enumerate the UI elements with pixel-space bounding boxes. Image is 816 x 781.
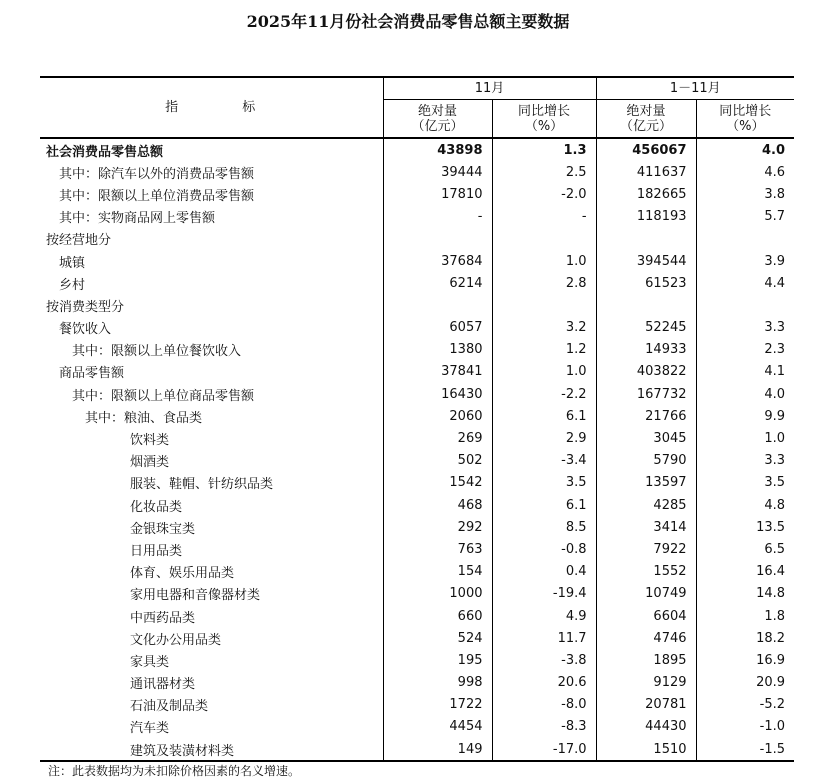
row-label: 烟酒类 [130,455,170,471]
table-row [40,183,794,205]
growth-header-nov: 同比增长 （%） [492,100,596,139]
value-ytd: 394544 [596,250,696,272]
table-row [40,627,794,649]
growth-ytd: -1.5 [696,738,794,761]
table-row [40,583,794,605]
growth-ytd: 18.2 [696,627,794,649]
row-label: 按消费类型分 [46,299,125,315]
value-nov: 660 [383,605,492,627]
growth-ytd: 3.3 [696,317,794,339]
value-ytd: 411637 [596,161,696,183]
growth-nov: 1.0 [492,361,596,383]
value-nov: 468 [383,494,492,516]
value-nov: 37841 [383,361,492,383]
growth-ytd: 3.8 [696,183,794,205]
table-row [40,383,794,405]
growth-ytd: 4.8 [696,494,794,516]
value-nov: 269 [383,427,492,449]
growth-ytd: 16.4 [696,561,794,583]
growth-nov: - [492,206,596,228]
value-nov: 43898 [383,138,492,161]
growth-nov: 3.5 [492,472,596,494]
value-nov: 1722 [383,694,492,716]
growth-nov: -2.2 [492,383,596,405]
growth-ytd: 3.9 [696,250,794,272]
value-nov: 16430 [383,383,492,405]
value-nov: 4454 [383,716,492,738]
growth-ytd: 13.5 [696,516,794,538]
value-ytd: 6604 [596,605,696,627]
value-nov: 37684 [383,250,492,272]
absolute-header-nov: 绝对量 （亿元） [383,100,492,139]
growth-ytd: 4.0 [696,138,794,161]
row-label: 其中：实物商品网上零售额 [59,211,216,227]
table-row [40,694,794,716]
growth-ytd: -5.2 [696,694,794,716]
row-label: 金银珠宝类 [130,521,196,537]
growth-ytd: 1.0 [696,427,794,449]
value-ytd: 167732 [596,383,696,405]
value-ytd: 20781 [596,694,696,716]
growth-ytd: 4.6 [696,161,794,183]
growth-nov: -2.0 [492,183,596,205]
growth-header-ytd: 同比增长 （%） [696,100,794,139]
table-row [40,716,794,738]
value-nov: 763 [383,538,492,560]
table-row [40,516,794,538]
growth-ytd [696,294,794,316]
row-label: 通讯器材类 [130,677,196,693]
value-nov: 1000 [383,583,492,605]
table-row [40,494,794,516]
table-row [40,538,794,560]
row-label: 城镇 [59,255,86,271]
period-november-header: 11月 [383,77,596,100]
growth-ytd: 4.0 [696,383,794,405]
value-ytd: 21766 [596,405,696,427]
growth-ytd: 4.4 [696,272,794,294]
table-row [40,339,794,361]
growth-nov: 1.3 [492,138,596,161]
growth-ytd: 5.7 [696,206,794,228]
value-ytd: 403822 [596,361,696,383]
retail-sales-table [40,76,794,762]
value-nov: 998 [383,672,492,694]
growth-nov: 2.9 [492,427,596,449]
page-title: 2025年11月份社会消费品零售总额主要数据 [246,12,570,31]
row-label: 文化办公用品类 [130,632,222,648]
absolute-header-ytd: 绝对量 （亿元） [596,100,696,139]
table-row [40,161,794,183]
value-nov [383,228,492,250]
value-ytd: 61523 [596,272,696,294]
table-row [40,450,794,472]
value-nov [383,294,492,316]
growth-nov: 8.5 [492,516,596,538]
growth-nov: 2.5 [492,161,596,183]
row-label: 其中：除汽车以外的消费品零售额 [59,166,255,182]
value-ytd: 5790 [596,450,696,472]
growth-nov: 6.1 [492,405,596,427]
value-nov: 502 [383,450,492,472]
table-row [40,561,794,583]
row-label: 家用电器和音像器材类 [130,588,261,604]
value-ytd: 3045 [596,427,696,449]
growth-nov: -19.4 [492,583,596,605]
table-row [40,672,794,694]
table-row [40,405,794,427]
period-jan-nov-header: 1－11月 [596,77,794,100]
value-ytd: 3414 [596,516,696,538]
table-row [40,738,794,761]
growth-ytd: -1.0 [696,716,794,738]
value-ytd [596,228,696,250]
row-label: 日用品类 [130,543,183,559]
value-nov: 524 [383,627,492,649]
table-row [40,605,794,627]
value-ytd: 13597 [596,472,696,494]
value-ytd: 1510 [596,738,696,761]
value-ytd: 118193 [596,206,696,228]
row-label: 按经营地分 [46,233,112,249]
row-label: 中西药品类 [130,610,196,626]
growth-nov: 1.0 [492,250,596,272]
row-label: 建筑及装潢材料类 [40,738,383,761]
growth-nov: -8.3 [492,716,596,738]
value-ytd: 4746 [596,627,696,649]
value-ytd: 52245 [596,317,696,339]
growth-nov: 11.7 [492,627,596,649]
footnote: 注：此表数据均为未扣除价格因素的名义增速。 [48,764,301,778]
value-ytd: 7922 [596,538,696,560]
growth-ytd: 9.9 [696,405,794,427]
table-row [40,250,794,272]
value-nov: 149 [383,738,492,761]
value-nov: 17810 [383,183,492,205]
indicator-header: 指 标 [40,77,383,138]
row-label: 石油及制品类 [130,699,209,715]
growth-nov [492,294,596,316]
growth-nov: -17.0 [492,738,596,761]
table-row [40,272,794,294]
value-ytd: 1552 [596,561,696,583]
growth-nov: -0.8 [492,538,596,560]
value-ytd: 44430 [596,716,696,738]
value-nov: - [383,206,492,228]
value-nov: 6214 [383,272,492,294]
value-ytd [596,294,696,316]
table-row [40,427,794,449]
row-label: 乡村 [59,277,86,293]
growth-ytd: 4.1 [696,361,794,383]
row-label: 其中：粮油、食品类 [85,410,203,426]
value-nov: 195 [383,649,492,671]
table-row [40,361,794,383]
value-ytd: 10749 [596,583,696,605]
value-ytd: 1895 [596,649,696,671]
value-nov: 154 [383,561,492,583]
table-row [40,294,794,316]
growth-nov: 20.6 [492,672,596,694]
growth-nov: -3.4 [492,450,596,472]
table-row [40,649,794,671]
growth-nov: 4.9 [492,605,596,627]
value-ytd: 4285 [596,494,696,516]
row-label: 其中：限额以上单位商品零售额 [72,388,255,404]
growth-nov: 3.2 [492,317,596,339]
row-label: 商品零售额 [59,366,125,382]
value-nov: 1380 [383,339,492,361]
row-label: 服装、鞋帽、针纺织品类 [130,477,274,493]
growth-ytd: 3.3 [696,450,794,472]
growth-nov: -3.8 [492,649,596,671]
row-label: 餐饮收入 [59,322,112,338]
table-body [40,138,794,761]
value-nov: 292 [383,516,492,538]
growth-nov: 6.1 [492,494,596,516]
row-label: 家具类 [130,654,170,670]
growth-ytd [696,228,794,250]
growth-nov: 0.4 [492,561,596,583]
growth-ytd: 3.5 [696,472,794,494]
row-label: 其中：限额以上单位消费品零售额 [59,188,255,204]
growth-nov [492,228,596,250]
row-label: 社会消费品零售总额 [46,144,164,160]
value-nov: 39444 [383,161,492,183]
value-ytd: 14933 [596,339,696,361]
table-header [40,77,794,138]
table-row [40,138,794,161]
value-ytd: 9129 [596,672,696,694]
table-row [40,206,794,228]
row-label: 体育、娱乐用品类 [130,566,235,582]
value-nov: 1542 [383,472,492,494]
value-nov: 6057 [383,317,492,339]
table-row [40,317,794,339]
row-label: 其中：限额以上单位餐饮收入 [72,344,242,360]
table-row [40,472,794,494]
growth-nov: -8.0 [492,694,596,716]
growth-ytd: 2.3 [696,339,794,361]
growth-nov: 2.8 [492,272,596,294]
row-label: 化妆品类 [130,499,183,515]
value-nov: 2060 [383,405,492,427]
value-ytd: 182665 [596,183,696,205]
value-ytd: 456067 [596,138,696,161]
table-row [40,228,794,250]
row-label: 汽车类 [130,721,170,737]
growth-ytd: 16.9 [696,649,794,671]
growth-ytd: 14.8 [696,583,794,605]
growth-nov: 1.2 [492,339,596,361]
growth-ytd: 1.8 [696,605,794,627]
growth-ytd: 6.5 [696,538,794,560]
row-label: 饮料类 [130,433,170,449]
growth-ytd: 20.9 [696,672,794,694]
